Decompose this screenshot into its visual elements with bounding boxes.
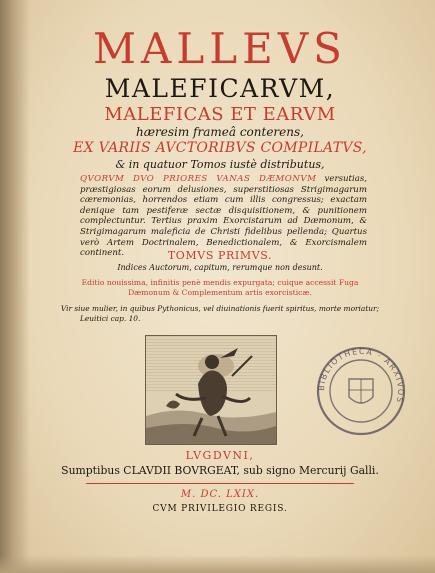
imprint-privilege: CVM PRIVILEGIO REGIS.	[152, 504, 288, 514]
edition-line-1: Editio nouissima, infinitis penè mendis expurgata; cuique accessit Fuga	[81, 278, 359, 287]
quote-line-2: Leuitici cap. 10.	[80, 314, 141, 323]
page-edge-shadow	[0, 555, 435, 573]
imprint-rule	[86, 483, 354, 484]
title-ex-variis: EX VARIIS AVCTORIBVS COMPILATVS,	[73, 140, 367, 156]
stamp-seal-icon	[315, 345, 407, 437]
quote-line-1: Vir siue mulier, in quibus Pythonicus, vel diuinationis fuerit spiritus, morte moriatur;	[60, 304, 380, 313]
edition-line-2: Dæmonum & Complementum artis exorcisticæ.	[128, 288, 312, 297]
imprint-publisher: Sumptibus CLAVDII BOVRGEAT, sub signo Mercurij Galli.	[61, 464, 379, 477]
library-stamp	[315, 345, 407, 437]
description-lead: QVORVM DVO PRIORES VANAS DÆMONVM	[80, 174, 317, 184]
title-quatuor-tomos: & in quatuor Tomos iustè distributus,	[115, 158, 325, 171]
title-maleficas: MALEFICAS ET EARVM	[104, 104, 336, 125]
tomus-heading: TOMVS PRIMVS.	[167, 249, 273, 262]
description-paragraph	[80, 174, 367, 259]
title-maleficarvm: MALEFICARVM,	[104, 74, 336, 103]
title-haeresim: hæresim frameâ conterens,	[136, 125, 304, 139]
tomus-indices: Indices Auctorum, capitum, rerumque non desunt.	[117, 263, 323, 272]
mercury-rooster-illustration	[146, 336, 276, 444]
binding-shadow	[0, 0, 30, 573]
description-body: versutias, præstigiosas eorum delusiones, superstitiosas Strigimagarum cæremonias, horrendos etiam cum illis congressus; exactam denique tam pestiferæ sectæ disquisitionem, & punitionem complectuntur. Tertius praxim Exorcistarum ad Dæmonum, & Strigimagarum maleficia de Christi fidelibus pellenda; Quartus verò Artem Doctrinalem, Benedictionalem, & Exorcismalem continent.	[80, 174, 367, 259]
stamp-text: BIBLIOTHECA · ARXIVOS	[316, 346, 406, 405]
imprint-year: M. DC. LXIX.	[180, 489, 260, 500]
imprint-city: LVGDVNI,	[185, 449, 255, 462]
printer-device-engraving	[145, 335, 277, 445]
title-mallevs: MALLEVS	[93, 24, 347, 73]
